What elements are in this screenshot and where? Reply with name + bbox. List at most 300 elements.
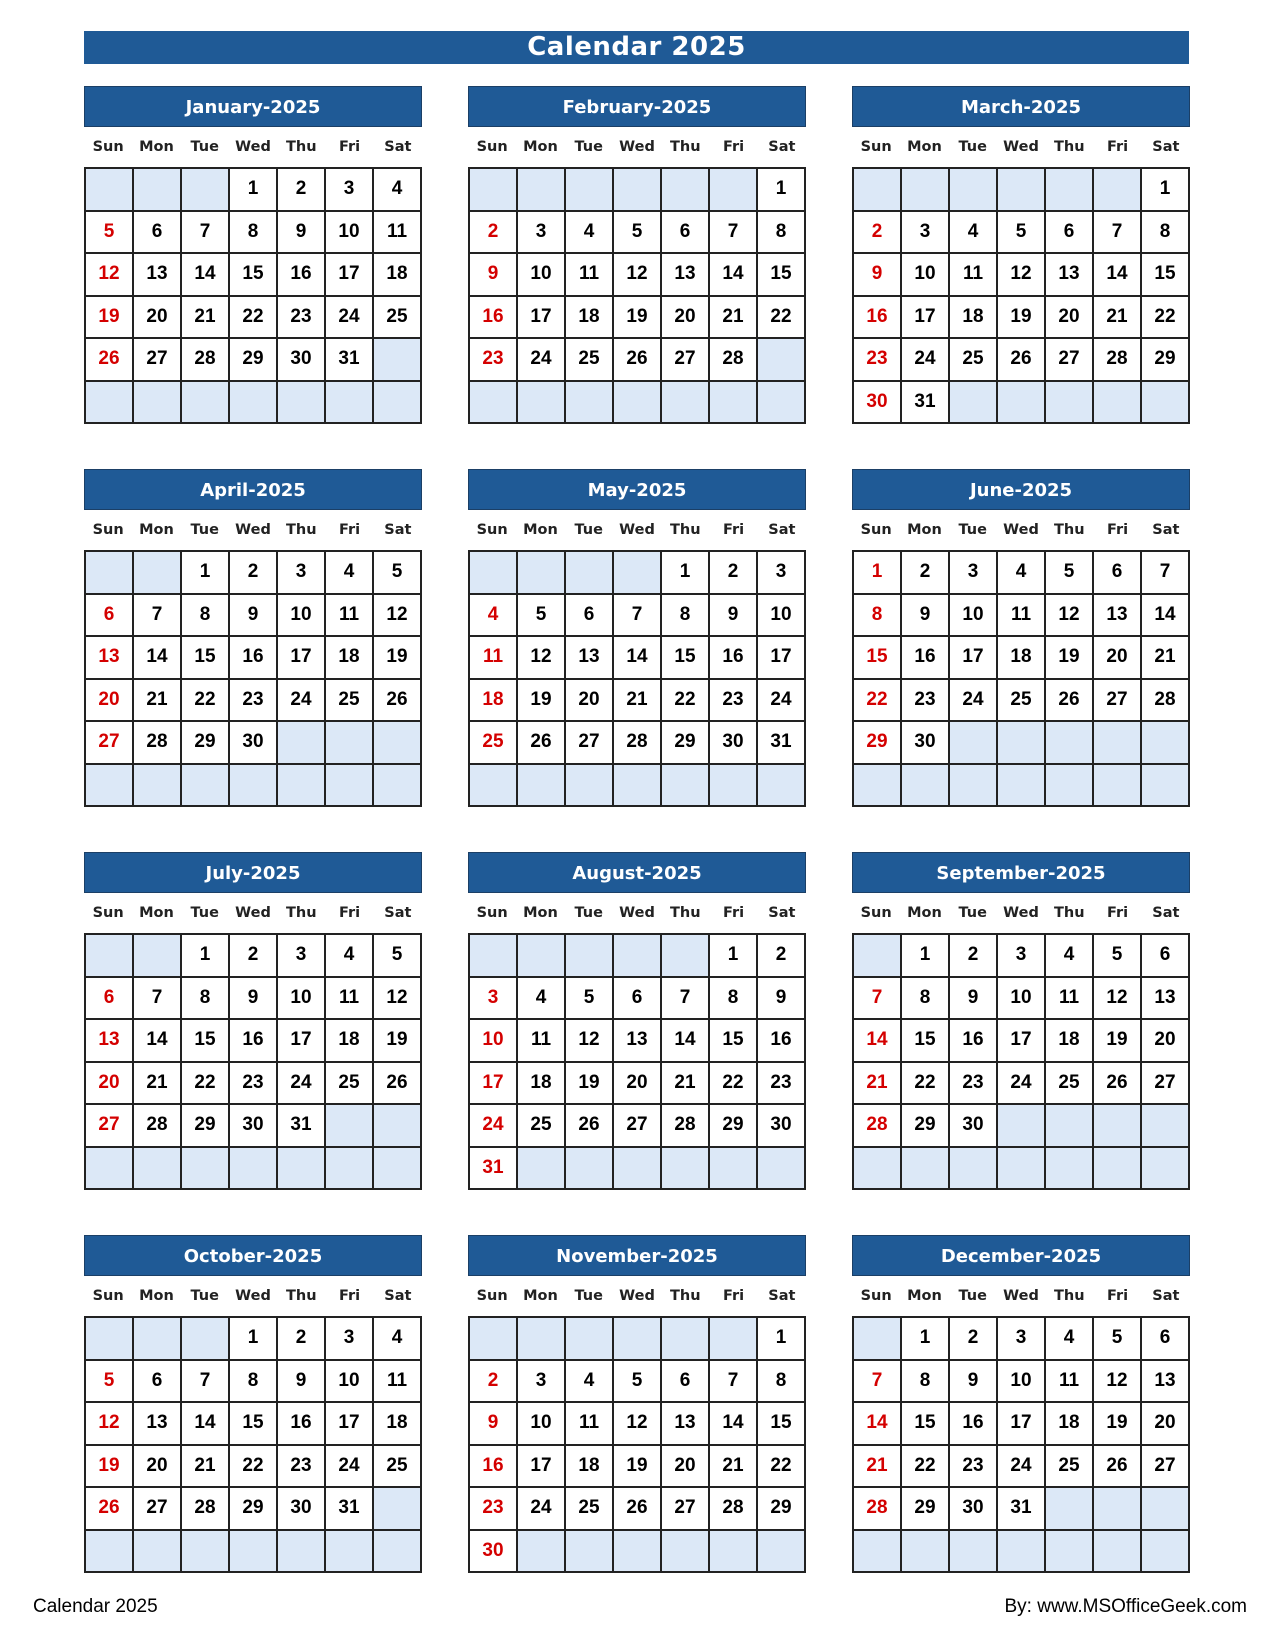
weekday-label: Wed	[1003, 1288, 1039, 1304]
empty-day-cell	[662, 935, 710, 978]
empty-day-cell	[566, 1318, 614, 1361]
empty-day-cell	[230, 765, 278, 808]
day-cell: 4	[1046, 1318, 1094, 1361]
empty-day-cell	[854, 935, 902, 978]
day-cell: 22	[902, 1446, 950, 1489]
day-cell: 3	[902, 212, 950, 255]
day-cell: 21	[1094, 297, 1142, 340]
day-cell: 23	[758, 1063, 806, 1106]
month-title: March-2025	[852, 86, 1190, 127]
day-cell: 10	[950, 595, 998, 638]
day-cell: 25	[950, 339, 998, 382]
empty-day-cell	[1046, 1148, 1094, 1191]
day-cell: 20	[1094, 637, 1142, 680]
day-cell: 16	[230, 1020, 278, 1063]
day-cell: 2	[902, 552, 950, 595]
day-cell-sunday: 12	[86, 1403, 134, 1446]
empty-day-cell	[1094, 1105, 1142, 1148]
day-cell: 8	[758, 212, 806, 255]
weekday-label: Sat	[1152, 522, 1180, 538]
day-cell: 28	[710, 1488, 758, 1531]
day-cell: 12	[1094, 1361, 1142, 1404]
day-cell: 3	[758, 552, 806, 595]
weekday-label: Wed	[619, 1288, 655, 1304]
day-cell: 17	[998, 1020, 1046, 1063]
weekday-header-row	[468, 127, 806, 167]
day-cell: 15	[902, 1403, 950, 1446]
day-cell: 16	[950, 1403, 998, 1446]
empty-day-cell	[758, 765, 806, 808]
day-cell: 7	[662, 978, 710, 1021]
empty-day-cell	[566, 552, 614, 595]
day-cell: 29	[902, 1105, 950, 1148]
day-cell: 27	[134, 1488, 182, 1531]
day-cell: 10	[998, 1361, 1046, 1404]
weekday-label: Mon	[907, 522, 942, 538]
day-cell-sunday: 23	[470, 339, 518, 382]
weekday-header-row	[84, 127, 422, 167]
day-cell-sunday: 13	[86, 1020, 134, 1063]
empty-day-cell	[86, 552, 134, 595]
day-cell: 24	[998, 1063, 1046, 1106]
weekday-label: Thu	[1054, 1288, 1085, 1304]
day-cell: 16	[950, 1020, 998, 1063]
day-cell: 26	[1094, 1063, 1142, 1106]
day-cell: 28	[134, 722, 182, 765]
day-cell: 15	[182, 1020, 230, 1063]
empty-day-cell	[614, 1318, 662, 1361]
day-cell: 18	[326, 1020, 374, 1063]
day-cell: 13	[1094, 595, 1142, 638]
day-cell: 4	[326, 935, 374, 978]
day-cell: 30	[902, 722, 950, 765]
day-cell: 19	[998, 297, 1046, 340]
day-cell: 17	[326, 1403, 374, 1446]
day-cell: 24	[278, 1063, 326, 1106]
day-cell: 19	[566, 1063, 614, 1106]
day-cell: 3	[278, 552, 326, 595]
day-cell: 14	[662, 1020, 710, 1063]
weekday-label: Sat	[384, 139, 412, 155]
day-cell-sunday: 7	[854, 978, 902, 1021]
day-cell: 17	[902, 297, 950, 340]
day-cell: 10	[518, 254, 566, 297]
day-cell: 29	[710, 1105, 758, 1148]
empty-day-cell	[662, 1148, 710, 1191]
day-cell: 29	[662, 722, 710, 765]
empty-day-cell	[758, 382, 806, 425]
month-block	[468, 86, 806, 469]
empty-day-cell	[134, 169, 182, 212]
day-cell: 25	[518, 1105, 566, 1148]
month-title: October-2025	[84, 1235, 422, 1276]
day-cell: 26	[998, 339, 1046, 382]
day-cell: 20	[134, 297, 182, 340]
day-cell: 28	[614, 722, 662, 765]
day-cell: 22	[230, 1446, 278, 1489]
day-cell-sunday: 11	[470, 637, 518, 680]
weekday-label: Tue	[958, 139, 987, 155]
day-cell: 29	[182, 722, 230, 765]
day-cell: 4	[998, 552, 1046, 595]
empty-day-cell	[134, 382, 182, 425]
day-cell: 25	[326, 1063, 374, 1106]
weekday-label: Sat	[1152, 905, 1180, 921]
day-cell: 7	[182, 1361, 230, 1404]
day-cell-sunday: 3	[470, 978, 518, 1021]
empty-day-cell	[470, 1318, 518, 1361]
month-title: February-2025	[468, 86, 806, 127]
empty-day-cell	[518, 552, 566, 595]
empty-day-cell	[710, 382, 758, 425]
empty-day-cell	[278, 1148, 326, 1191]
day-cell: 31	[998, 1488, 1046, 1531]
day-cell: 16	[710, 637, 758, 680]
empty-day-cell	[710, 169, 758, 212]
day-grid	[84, 933, 422, 1190]
empty-day-cell	[758, 1148, 806, 1191]
day-cell: 21	[134, 680, 182, 723]
day-cell: 29	[902, 1488, 950, 1531]
day-cell-sunday: 18	[470, 680, 518, 723]
weekday-label: Thu	[286, 905, 317, 921]
day-cell: 10	[278, 978, 326, 1021]
weekday-label: Tue	[958, 522, 987, 538]
day-cell: 27	[134, 339, 182, 382]
day-cell: 13	[566, 637, 614, 680]
empty-day-cell	[278, 722, 326, 765]
day-cell: 3	[998, 1318, 1046, 1361]
weekday-label: Wed	[235, 1288, 271, 1304]
day-cell: 30	[278, 1488, 326, 1531]
empty-day-cell	[710, 1531, 758, 1574]
empty-day-cell	[86, 1148, 134, 1191]
day-cell: 19	[1046, 637, 1094, 680]
weekday-label: Sat	[384, 1288, 412, 1304]
day-cell-sunday: 16	[470, 297, 518, 340]
empty-day-cell	[374, 382, 422, 425]
day-grid	[84, 1316, 422, 1573]
day-cell-sunday: 30	[854, 382, 902, 425]
day-cell: 26	[614, 339, 662, 382]
empty-day-cell	[1046, 722, 1094, 765]
empty-day-cell	[998, 1531, 1046, 1574]
day-cell: 10	[758, 595, 806, 638]
weekday-label: Fri	[1107, 1288, 1129, 1304]
day-cell-sunday: 29	[854, 722, 902, 765]
day-cell: 30	[710, 722, 758, 765]
weekday-label: Sun	[92, 1288, 124, 1304]
weekday-header-row	[84, 510, 422, 550]
day-cell: 3	[950, 552, 998, 595]
day-cell: 5	[614, 1361, 662, 1404]
day-cell: 8	[902, 978, 950, 1021]
day-cell: 17	[278, 1020, 326, 1063]
day-cell: 14	[134, 637, 182, 680]
day-cell: 17	[326, 254, 374, 297]
empty-day-cell	[134, 1531, 182, 1574]
weekday-label: Mon	[523, 1288, 558, 1304]
weekday-label: Thu	[1054, 905, 1085, 921]
day-cell: 15	[230, 254, 278, 297]
day-cell: 21	[1142, 637, 1190, 680]
day-cell-sunday: 14	[854, 1020, 902, 1063]
day-cell: 6	[1094, 552, 1142, 595]
empty-day-cell	[662, 382, 710, 425]
day-cell: 8	[758, 1361, 806, 1404]
empty-day-cell	[566, 1531, 614, 1574]
day-cell: 17	[950, 637, 998, 680]
day-cell: 30	[230, 722, 278, 765]
day-cell: 27	[1046, 339, 1094, 382]
weekday-label: Fri	[339, 905, 361, 921]
day-cell: 16	[902, 637, 950, 680]
day-cell: 29	[758, 1488, 806, 1531]
weekday-label: Sun	[92, 522, 124, 538]
month-title: August-2025	[468, 852, 806, 893]
day-cell-sunday: 17	[470, 1063, 518, 1106]
weekday-label: Tue	[190, 1288, 219, 1304]
day-cell: 7	[1094, 212, 1142, 255]
day-cell: 23	[278, 1446, 326, 1489]
empty-day-cell	[662, 1318, 710, 1361]
empty-day-cell	[374, 1148, 422, 1191]
day-cell: 10	[326, 1361, 374, 1404]
empty-day-cell	[278, 1531, 326, 1574]
day-cell: 20	[662, 297, 710, 340]
weekday-label: Thu	[670, 905, 701, 921]
day-cell: 1	[182, 552, 230, 595]
weekday-header-row	[852, 510, 1190, 550]
empty-day-cell	[614, 765, 662, 808]
day-cell: 5	[374, 935, 422, 978]
empty-day-cell	[1142, 1148, 1190, 1191]
weekday-label: Thu	[670, 1288, 701, 1304]
day-cell: 10	[902, 254, 950, 297]
empty-day-cell	[1046, 1531, 1094, 1574]
day-cell: 2	[278, 1318, 326, 1361]
empty-day-cell	[470, 935, 518, 978]
empty-day-cell	[470, 382, 518, 425]
month-block	[852, 469, 1190, 852]
day-cell: 1	[710, 935, 758, 978]
day-cell: 2	[278, 169, 326, 212]
day-cell: 8	[662, 595, 710, 638]
day-cell: 25	[566, 1488, 614, 1531]
day-cell: 1	[902, 935, 950, 978]
day-cell: 9	[902, 595, 950, 638]
day-cell: 20	[1142, 1403, 1190, 1446]
day-cell-sunday: 28	[854, 1488, 902, 1531]
day-cell: 28	[662, 1105, 710, 1148]
empty-day-cell	[518, 1531, 566, 1574]
day-cell: 1	[758, 1318, 806, 1361]
day-cell: 6	[1046, 212, 1094, 255]
empty-day-cell	[662, 765, 710, 808]
day-cell: 6	[614, 978, 662, 1021]
month-block	[468, 469, 806, 852]
weekday-header-row	[852, 127, 1190, 167]
day-cell-sunday: 2	[854, 212, 902, 255]
empty-day-cell	[950, 1531, 998, 1574]
day-cell: 28	[1142, 680, 1190, 723]
day-cell: 30	[278, 339, 326, 382]
day-cell: 10	[518, 1403, 566, 1446]
day-cell: 21	[182, 1446, 230, 1489]
empty-day-cell	[1094, 1531, 1142, 1574]
weekday-header-row	[468, 510, 806, 550]
day-cell: 27	[566, 722, 614, 765]
weekday-header-row	[84, 893, 422, 933]
day-cell: 8	[230, 212, 278, 255]
day-cell: 12	[374, 978, 422, 1021]
day-cell: 23	[710, 680, 758, 723]
day-cell: 3	[998, 935, 1046, 978]
day-cell: 30	[230, 1105, 278, 1148]
empty-day-cell	[278, 765, 326, 808]
day-cell: 23	[230, 680, 278, 723]
weekday-label: Fri	[1107, 905, 1129, 921]
empty-day-cell	[374, 765, 422, 808]
day-cell: 4	[374, 1318, 422, 1361]
empty-day-cell	[326, 1105, 374, 1148]
weekday-label: Tue	[190, 905, 219, 921]
day-cell: 18	[1046, 1020, 1094, 1063]
day-cell: 21	[614, 680, 662, 723]
day-cell: 4	[566, 212, 614, 255]
day-cell: 21	[710, 297, 758, 340]
day-cell: 1	[902, 1318, 950, 1361]
day-grid	[84, 167, 422, 424]
empty-day-cell	[998, 382, 1046, 425]
empty-day-cell	[902, 765, 950, 808]
day-cell: 9	[230, 978, 278, 1021]
day-cell: 18	[374, 1403, 422, 1446]
day-cell: 2	[758, 935, 806, 978]
day-cell-sunday: 5	[86, 212, 134, 255]
day-cell: 8	[1142, 212, 1190, 255]
day-cell: 22	[758, 297, 806, 340]
day-cell: 7	[134, 978, 182, 1021]
day-cell: 11	[326, 595, 374, 638]
weekday-label: Fri	[723, 1288, 745, 1304]
day-grid	[852, 550, 1190, 807]
weekday-label: Sat	[768, 1288, 796, 1304]
day-cell: 3	[278, 935, 326, 978]
weekday-label: Sun	[476, 905, 508, 921]
weekday-label: Fri	[339, 522, 361, 538]
day-cell: 18	[1046, 1403, 1094, 1446]
day-cell: 7	[614, 595, 662, 638]
day-cell: 14	[182, 1403, 230, 1446]
day-cell: 7	[710, 212, 758, 255]
empty-day-cell	[1142, 1488, 1190, 1531]
month-block	[852, 1235, 1190, 1618]
weekday-label: Mon	[139, 905, 174, 921]
weekday-label: Fri	[723, 905, 745, 921]
weekday-label: Tue	[958, 1288, 987, 1304]
day-cell: 6	[662, 1361, 710, 1404]
day-cell: 18	[518, 1063, 566, 1106]
day-cell: 30	[758, 1105, 806, 1148]
day-cell: 9	[950, 978, 998, 1021]
empty-day-cell	[182, 1148, 230, 1191]
day-cell: 11	[950, 254, 998, 297]
day-cell: 10	[278, 595, 326, 638]
day-cell: 28	[182, 1488, 230, 1531]
day-cell: 27	[1094, 680, 1142, 723]
day-cell: 31	[326, 1488, 374, 1531]
day-cell: 16	[278, 254, 326, 297]
month-block	[852, 86, 1190, 469]
day-cell: 12	[614, 1403, 662, 1446]
day-cell: 4	[326, 552, 374, 595]
weekday-label: Tue	[574, 905, 603, 921]
empty-day-cell	[1094, 1488, 1142, 1531]
weekday-label: Sun	[860, 1288, 892, 1304]
day-cell-sunday: 16	[470, 1446, 518, 1489]
day-cell: 21	[182, 297, 230, 340]
empty-day-cell	[134, 765, 182, 808]
day-cell: 9	[950, 1361, 998, 1404]
day-cell: 11	[566, 1403, 614, 1446]
day-cell: 26	[614, 1488, 662, 1531]
weekday-label: Thu	[286, 1288, 317, 1304]
empty-day-cell	[710, 1318, 758, 1361]
empty-day-cell	[854, 1531, 902, 1574]
weekday-label: Sun	[92, 905, 124, 921]
empty-day-cell	[998, 722, 1046, 765]
day-cell: 3	[518, 212, 566, 255]
empty-day-cell	[518, 1318, 566, 1361]
empty-day-cell	[374, 1488, 422, 1531]
weekday-label: Thu	[670, 522, 701, 538]
day-cell: 12	[1046, 595, 1094, 638]
day-cell: 11	[998, 595, 1046, 638]
weekday-label: Fri	[1107, 139, 1129, 155]
day-cell: 18	[998, 637, 1046, 680]
weekday-label: Sun	[476, 522, 508, 538]
empty-day-cell	[230, 1531, 278, 1574]
weekday-label: Sat	[384, 522, 412, 538]
day-cell: 25	[326, 680, 374, 723]
month-title: January-2025	[84, 86, 422, 127]
day-cell: 22	[182, 1063, 230, 1106]
day-cell: 5	[374, 552, 422, 595]
day-cell: 2	[230, 552, 278, 595]
day-cell-sunday: 12	[86, 254, 134, 297]
empty-day-cell	[998, 1148, 1046, 1191]
day-cell: 22	[1142, 297, 1190, 340]
day-cell-sunday: 4	[470, 595, 518, 638]
day-cell: 25	[998, 680, 1046, 723]
day-cell: 29	[182, 1105, 230, 1148]
day-cell: 8	[182, 595, 230, 638]
day-cell: 11	[374, 1361, 422, 1404]
day-cell: 22	[758, 1446, 806, 1489]
empty-day-cell	[950, 169, 998, 212]
empty-day-cell	[134, 1318, 182, 1361]
month-block	[852, 852, 1190, 1235]
empty-day-cell	[86, 1531, 134, 1574]
weekday-label: Sat	[384, 905, 412, 921]
day-cell: 31	[902, 382, 950, 425]
weekday-label: Sun	[860, 522, 892, 538]
day-cell: 19	[1094, 1403, 1142, 1446]
weekday-label: Tue	[574, 139, 603, 155]
weekday-label: Mon	[907, 1288, 942, 1304]
day-cell: 5	[566, 978, 614, 1021]
